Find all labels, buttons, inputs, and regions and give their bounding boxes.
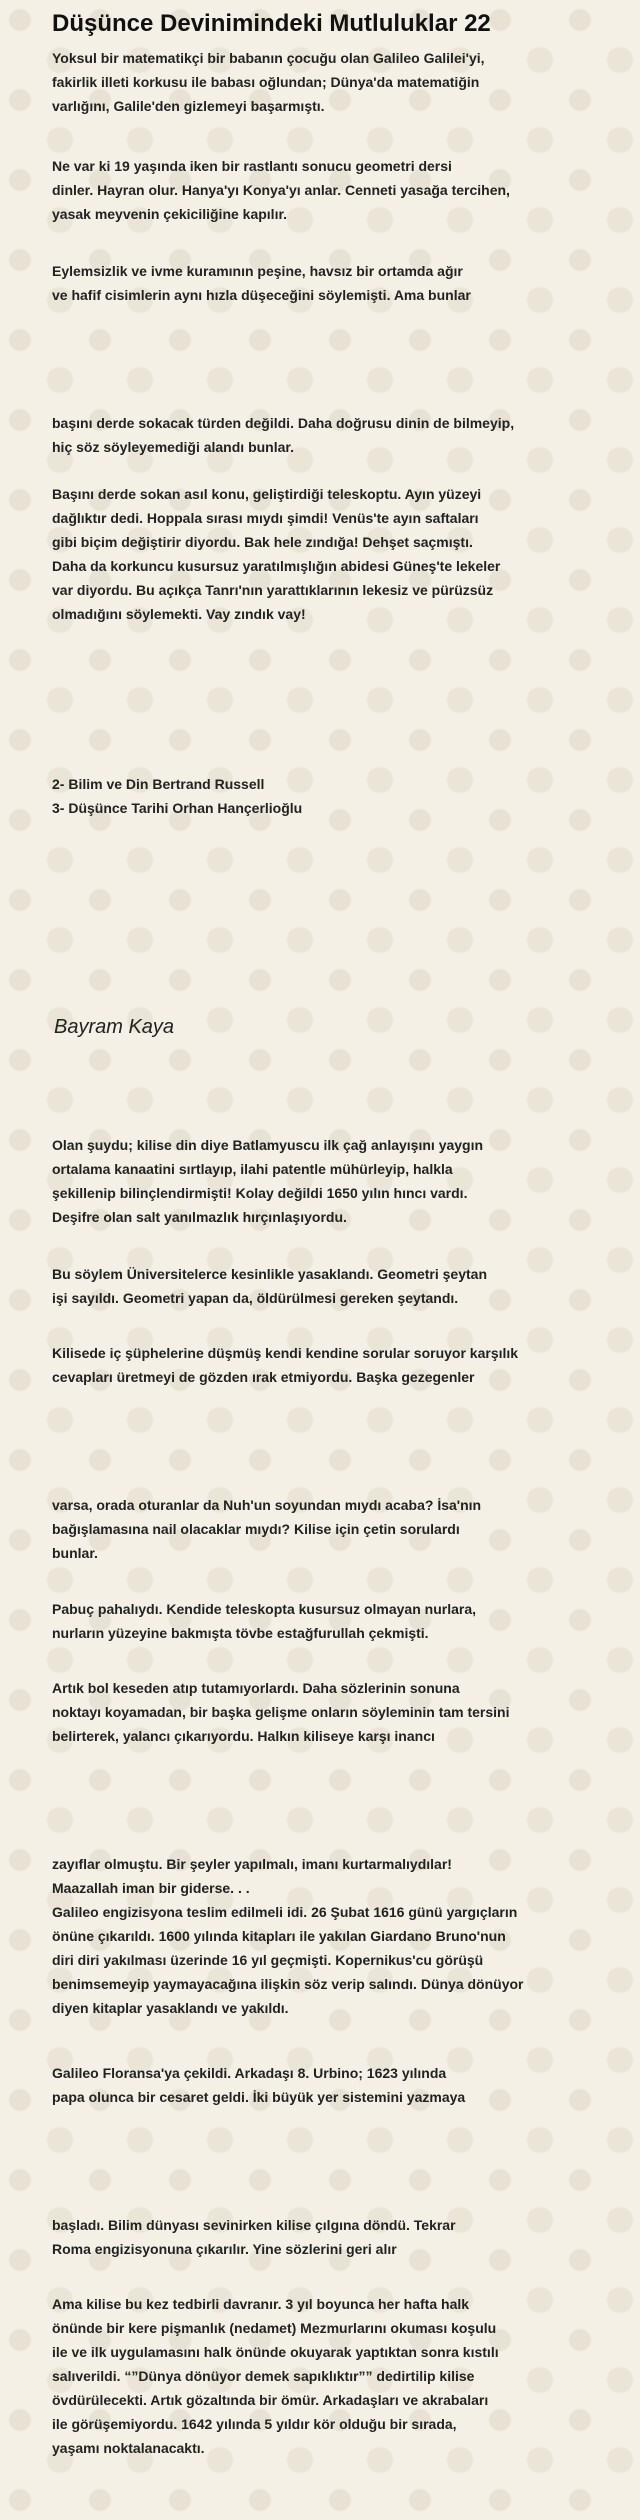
paragraph-2 [52, 154, 510, 226]
paragraph-15 [52, 2292, 499, 2460]
text-line: dinler. Hayran olur. Hanya'yı Konya'yı anlar. Cenneti yasağa tercihen, [52, 182, 510, 198]
text-line: önünde bir kere pişmanlık (nedamet) Mezmurlarını okuması koşulu [52, 2320, 497, 2336]
references [52, 772, 302, 820]
text-line: belirterek, yalancı çıkarıyordu. Halkın kiliseye karşı inancı [52, 1728, 435, 1744]
text-line: ile ve ilk uygulamasını halk önünde okuyarak yaptıktan sonra kıstılı [52, 2344, 499, 2360]
text-line: bağışlamasına nail olacaklar mıydı? Kilise için çetin sorulardı [52, 1521, 460, 1537]
text-line: nurların yüzeyine bakmışta tövbe estağfurullah çekmişti. [52, 1625, 429, 1641]
paragraph-9 [52, 1493, 481, 1565]
text-line: ortalama kanaatini sırtlayıp, ilahi patentle mühürleyip, halkla [52, 1161, 453, 1177]
text-line: bunlar. [52, 1545, 98, 1561]
text-line: diri diri yakılması üzerinde 16 yıl geçmişti. Kopernikus'cu görüşü [52, 1952, 484, 1968]
paragraph-14 [52, 2213, 456, 2261]
text-line: varsa, orada oturanlar da Nuh'un soyundan mıydı acaba? İsa'nın [52, 1497, 482, 1513]
text-line: dağlıktır dedi. Hoppala sırası mıydı şimdi! Venüs'te ayın saftaları [52, 510, 479, 526]
text-line: Eylemsizlik ve ivme kuramının peşine, havsız bir ortamda ağır [52, 263, 463, 279]
paragraph-5 [52, 482, 500, 626]
paragraph-6 [52, 1133, 483, 1229]
text-line: Kilisede iç şüphelerine düşmüş kendi kendine sorular soruyor karşılık [52, 1345, 519, 1361]
text-line: var diyordu. Bu açıkça Tanrı'nın yarattıklarının lekesiz ve pürüzsüz [52, 582, 494, 598]
text-line: yaşamı noktalanacaktı. [52, 2440, 205, 2456]
reference-item: 2- Bilim ve Din Bertrand Russell [52, 776, 265, 792]
text-line: varlığını, Galile'den gizlemeyi başarmıştı. [52, 98, 325, 114]
paragraph-4 [52, 411, 514, 459]
text-line: başladı. Bilim dünyası sevinirken kilise çılgına döndü. Tekrar [52, 2217, 456, 2233]
text-line: Başını derde sokan asıl konu, geliştirdiği teleskoptu. Ayın yüzeyi [52, 486, 482, 502]
text-line: ile görüşemiyordu. 1642 yılında 5 yıldır kör olduğu bir sırada, [52, 2416, 457, 2432]
text-line: Ama kilise bu kez tedbirli davranır. 3 yıl boyunca her hafta halk [52, 2296, 470, 2312]
text-line: Bu söylem Üniversitelerce kesinlikle yasaklandı. Geometri şeytan [52, 1266, 487, 1282]
paragraph-7 [52, 1262, 487, 1310]
text-line: başını derde sokacak türden değildi. Daha doğrusu dinin de bilmeyip, [52, 415, 515, 431]
paragraph-12 [52, 1852, 524, 2020]
paragraph-1 [52, 46, 485, 118]
text-line: Maazallah iman bir giderse. . . [52, 1880, 250, 1896]
article-title: Düşünce Devinimindeki Mutluluklar 22 [52, 10, 491, 37]
text-line: cevapları üretmeyi de gözden ırak etmiyordu. Başka gezegenler [52, 1369, 475, 1385]
text-line: yasak meyvenin çekiciliğine kapılır. [52, 206, 288, 222]
text-line: diyen kitaplar yasaklandı ve yakıldı. [52, 2000, 289, 2016]
text-line: ve hafif cisimlerin aynı hızla düşeceğini söylemişti. Ama bunlar [52, 287, 471, 303]
text-line: fakirlik illeti korkusu ile babası oğlundan; Dünya'da matematiğin [52, 74, 480, 90]
text-line: gibi biçim değiştirir diyordu. Bak hele zındığa! Dehşet saçmıştı. [52, 534, 473, 550]
text-line: noktayı koyamadan, bir başka gelişme onların söyleminin tam tersini [52, 1704, 510, 1720]
text-line: olmadığını söylemekti. Vay zındık vay! [52, 606, 306, 622]
text-line: benimsemeyip yaymayacağına ilişkin söz verip salındı. Dünya dönüyor [52, 1976, 524, 1992]
text-line: Yoksul bir matematikçi bir babanın çocuğu olan Galileo Galilei'yi, [52, 50, 485, 66]
paragraph-10 [52, 1597, 476, 1645]
text-line: önüne çıkarıldı. 1600 yılında kitapları ile yakılan Giardano Bruno'nun [52, 1928, 506, 1944]
text-line: salıverildi. “”Dünya dönüyor demek sapıklıktır”” dedirtilip kilise [52, 2368, 475, 2384]
text-line: Deşifre olan salt yanılmazlık hırçınlaşıyordu. [52, 1209, 347, 1225]
text-line: zayıflar olmuştu. Bir şeyler yapılmalı, imanı kurtarmalıydılar! [52, 1856, 452, 1872]
text-line: Ne var ki 19 yaşında iken bir rastlantı sonucu geometri dersi [52, 158, 452, 174]
text-line: Roma engizisyonuna çıkarılır. Yine sözlerini geri alır [52, 2241, 397, 2257]
text-line: Artık bol keseden atıp tutamıyorlardı. Daha sözlerinin sonuna [52, 1680, 460, 1696]
text-line: Daha da korkuncu kusursuz yaratılmışlığın abidesi Güneş'te lekeler [52, 558, 501, 574]
paragraph-8 [52, 1341, 518, 1389]
text-line: Galileo Floransa'ya çekildi. Arkadaşı 8. Urbino; 1623 yılında [52, 2065, 447, 2081]
text-line: işi sayıldı. Geometri yapan da, öldürülmesi gereken şeytandı. [52, 1290, 459, 1306]
text-line: Galileo engizisyona teslim edilmeli idi. 26 Şubat 1616 günü yargıçların [52, 1904, 518, 1920]
author-name: Bayram Kaya [54, 1016, 175, 1038]
paragraph-13 [52, 2061, 465, 2109]
reference-item: 3- Düşünce Tarihi Orhan Hançerlioğlu [52, 800, 303, 816]
paragraph-11 [52, 1676, 510, 1748]
text-line: Pabuç pahalıydı. Kendide teleskopta kusursuz olmayan nurlara, [52, 1601, 477, 1617]
text-line: övdürülecekti. Artık gözaltında bir ömür. Arkadaşları ve akrabaları [52, 2392, 489, 2408]
text-line: hiç söz söyleyemediği alandı bunlar. [52, 439, 294, 455]
text-line: şekillenip bilinçlendirmişti! Kolay değildi 1650 yılın hıncı vardı. [52, 1185, 468, 1201]
text-line: papa olunca bir cesaret geldi. İki büyük yer sistemini yazmaya [52, 2089, 466, 2105]
text-line: Olan şuydu; kilise din diye Batlamyuscu ilk çağ anlayışını yaygın [52, 1137, 484, 1153]
paragraph-3 [52, 259, 471, 307]
